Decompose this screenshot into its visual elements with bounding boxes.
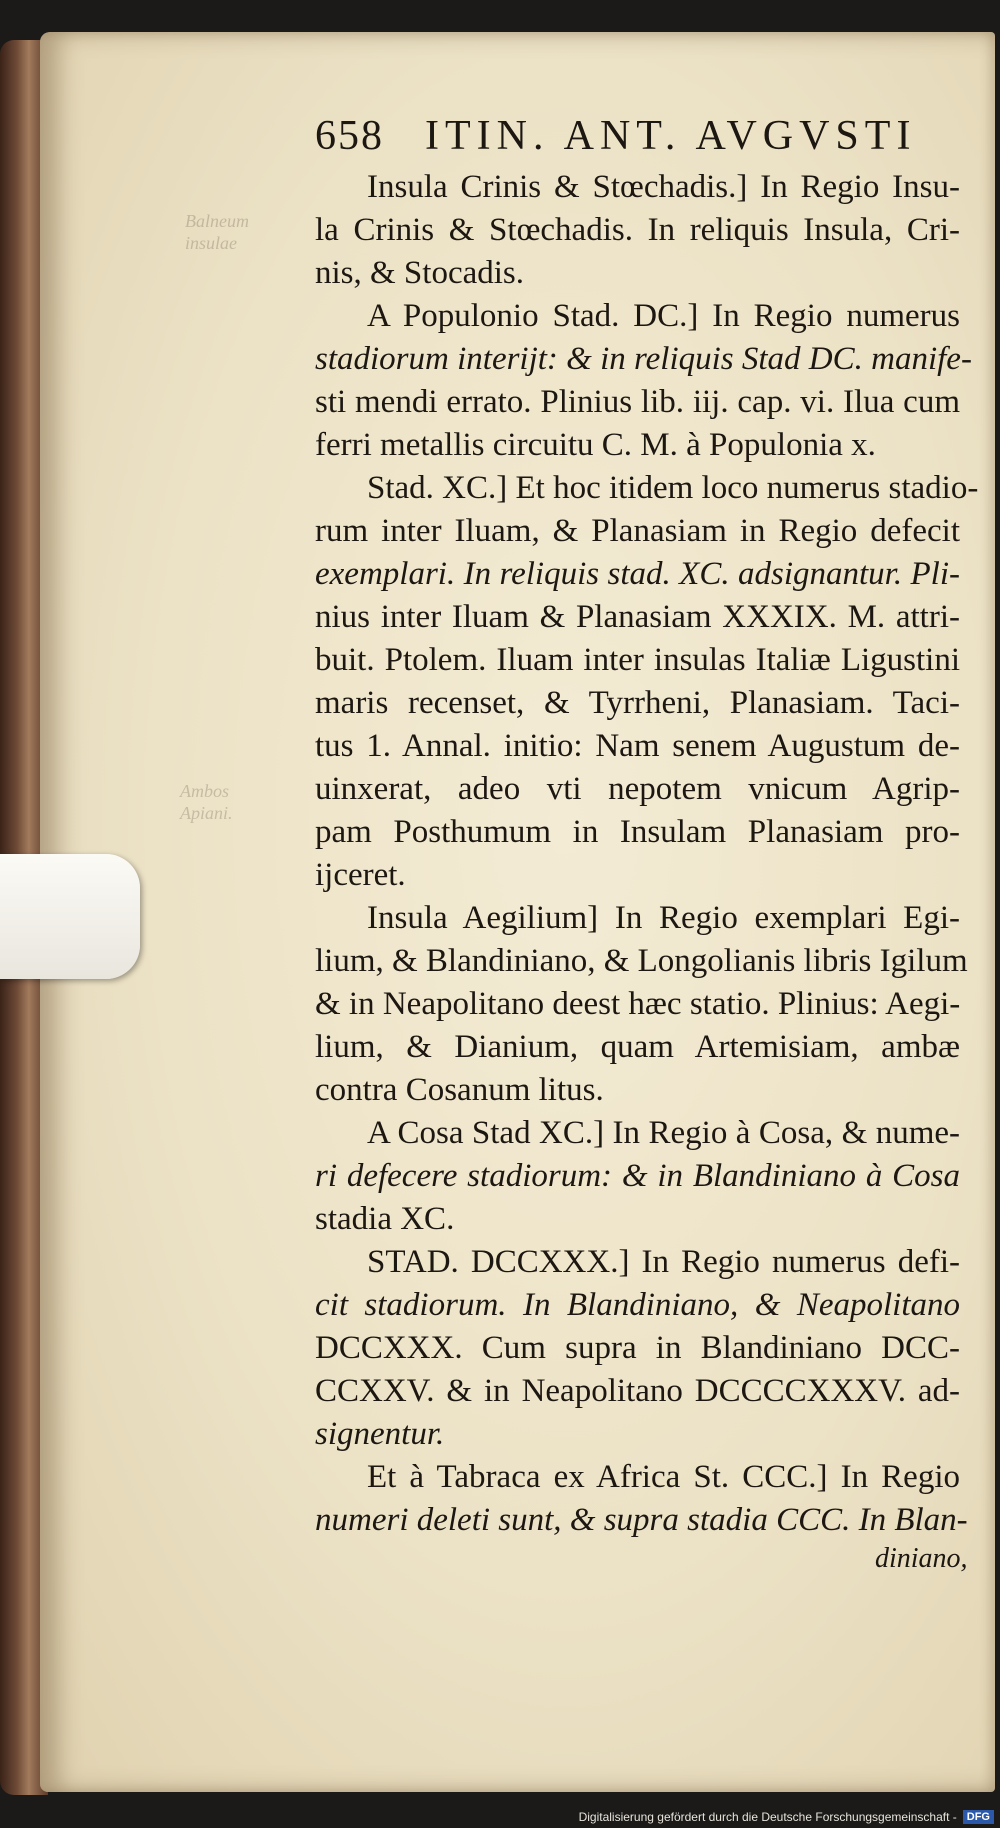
text-line: sti mendi errato. Plinius lib. iij. cap. vi. Ilua cum — [315, 384, 960, 420]
text-line: lium, & Blandiniano, & Longolianis libris Igilum — [315, 943, 968, 979]
text-line: Et à Tabraca ex Africa St. CCC.] In Regio — [367, 1459, 960, 1495]
text-line: DCCXXX. Cum supra in Blandiniano DCC- — [315, 1330, 960, 1366]
credit-text: Digitalisierung gefördert durch die Deutsche Forschungsgemeinschaft - — [578, 1810, 957, 1824]
text-line: pam Posthumum in Insulam Planasiam pro- — [315, 814, 960, 850]
text-line: nis, & Stocadis. — [315, 255, 525, 291]
page-header — [315, 112, 960, 166]
bleed-through-text: Balneum insulae — [185, 211, 249, 253]
bleed-through-text: Ambos Apiani. — [180, 781, 233, 823]
text-line: exemplari. In reliquis stad. XC. adsignantur. Pli- — [315, 556, 960, 592]
dfg-logo: DFG — [963, 1810, 994, 1824]
text-line: ri defecere stadiorum: & in Blandiniano à Cosa — [315, 1158, 960, 1194]
text-line: numeri deleti sunt, & supra stadia CCC. In Blan- — [315, 1502, 968, 1538]
text-line: cit stadiorum. In Blandiniano, & Neapolitano — [315, 1287, 960, 1323]
text-line: ferri metallis circuitu C. M. à Populonia x. — [315, 427, 876, 463]
catchword: diniano, — [875, 1543, 968, 1574]
text-line: & in Neapolitano deest hæc statio. Plinius: Aegi- — [315, 986, 961, 1022]
text-line: A Populonio Stad. DC.] In Regio numerus — [367, 298, 960, 334]
running-head: ITIN. ANT. AVGVSTI — [425, 113, 917, 159]
footer-credit — [579, 1810, 994, 1824]
text-line: lium, & Dianium, quam Artemisiam, ambæ — [315, 1029, 960, 1065]
text-line: maris recenset, & Tyrrheni, Planasiam. Taci- — [315, 685, 960, 721]
text-line: Insula Aegilium] In Regio exemplari Egi- — [367, 900, 960, 936]
text-line: CCXXV. & in Neapolitano DCCCCXXXV. ad- — [315, 1373, 960, 1409]
text-line: nius inter Iluam & Planasiam XXXIX. M. attri- — [315, 599, 960, 635]
text-line: contra Cosanum litus. — [315, 1072, 604, 1108]
text-line: rum inter Iluam, & Planasiam in Regio defecit — [315, 513, 960, 549]
page-number: 658 — [315, 113, 384, 159]
text-line: Stad. XC.] Et hoc itidem loco numerus stadio- — [367, 470, 979, 506]
text-line: STAD. DCCXXX.] In Regio numerus defi- — [367, 1244, 960, 1280]
page-text-block — [315, 112, 979, 1542]
text-line: stadiorum interijt: & in reliquis Stad DC. manife- — [315, 341, 972, 377]
text-line: A Cosa Stad XC.] In Regio à Cosa, & nume- — [367, 1115, 960, 1151]
text-line: signentur. — [315, 1416, 445, 1452]
paper-bookmark-strip — [0, 854, 140, 979]
text-line: ijceret. — [315, 857, 406, 893]
text-line: tus 1. Annal. initio: Nam senem Augustum de- — [315, 728, 960, 764]
text-line: Insula Crinis & Stœchadis.] In Regio Insu- — [367, 169, 960, 205]
text-line: stadia XC. — [315, 1201, 455, 1237]
text-line: buit. Ptolem. Iluam inter insulas Italiæ Ligustini — [315, 642, 960, 678]
text-line: la Crinis & Stœchadis. In reliquis Insula, Cri- — [315, 212, 960, 248]
text-line: uinxerat, adeo vti nepotem vnicum Agrip- — [315, 771, 960, 807]
